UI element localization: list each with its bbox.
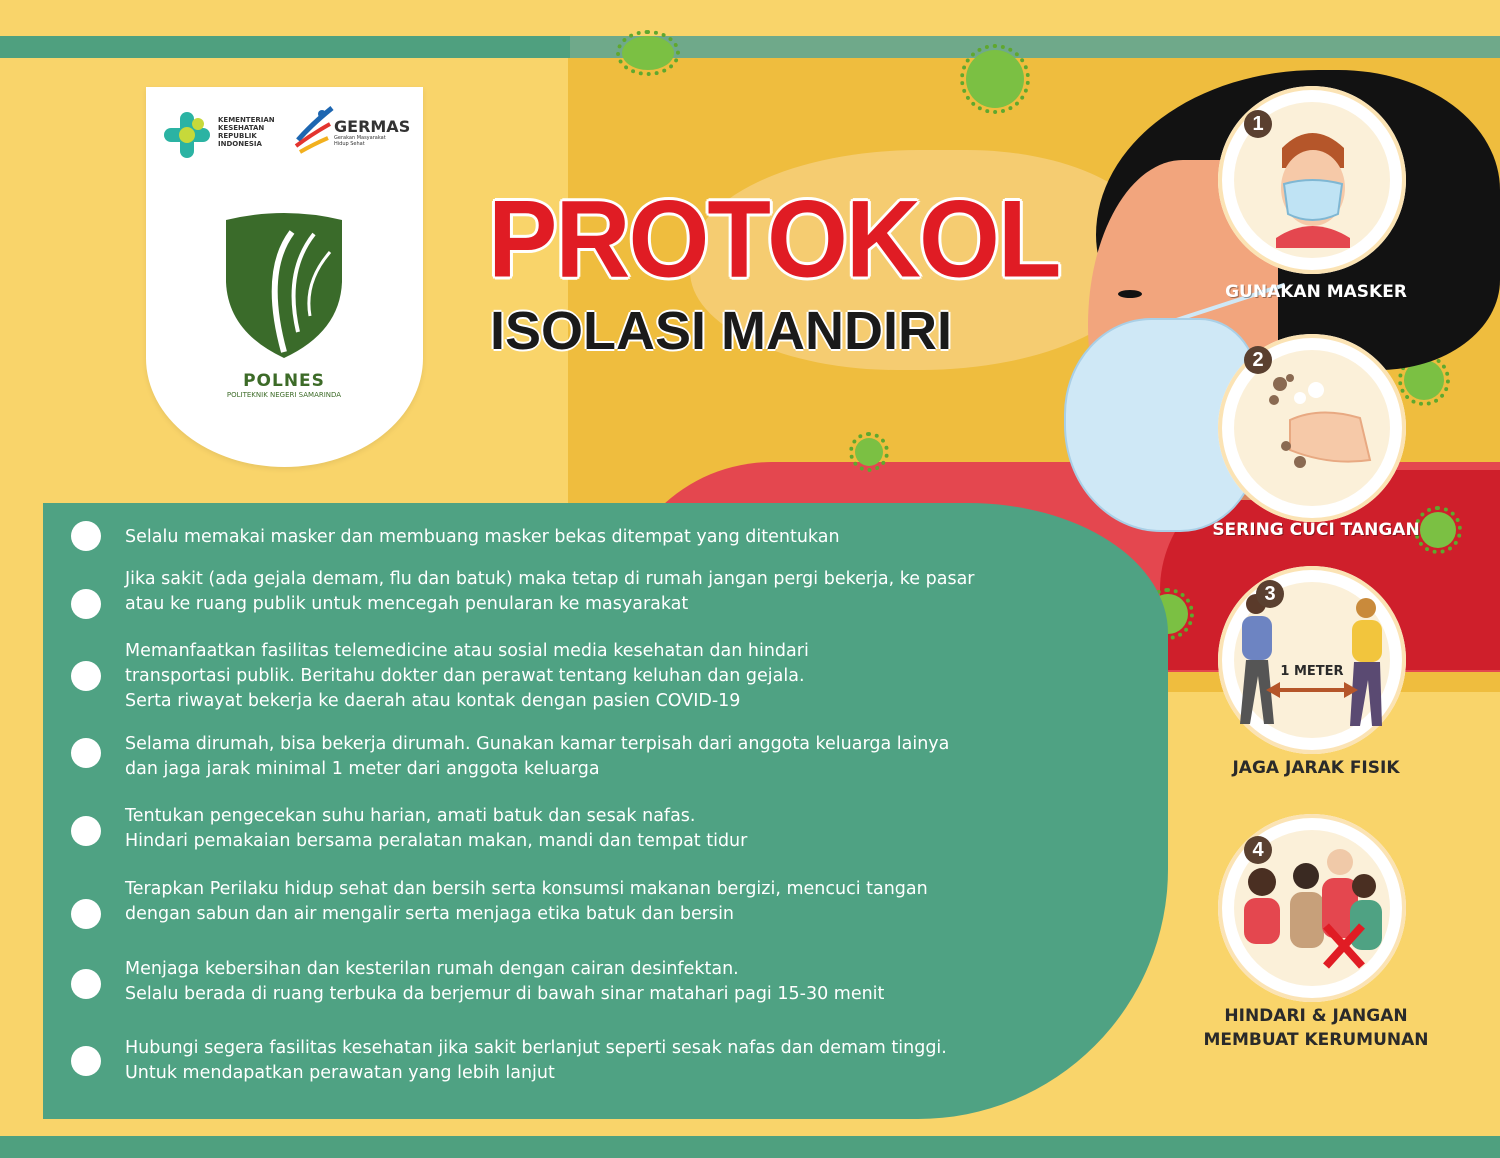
hand-wash-icon [1260, 370, 1380, 480]
protocol-list [43, 503, 1168, 1119]
polnes-logo-subtitle: POLITEKNIK NEGERI SAMARINDA [226, 391, 342, 399]
bullet-icon [71, 816, 101, 846]
crowd-cross-icon [1222, 842, 1408, 982]
virus-icon [966, 50, 1024, 108]
bullet-icon [71, 738, 101, 768]
distance-arrow-icon [1266, 680, 1358, 700]
list-item-text: Jika sakit (ada gejala demam, flu dan batuk) maka tetap di rumah jangan pergi bekerja, ke pasar atau ke ruang publik untuk mencegah penularan ke masyarakat [125, 569, 975, 614]
step-2-caption: SERING CUCI TANGAN [1212, 520, 1420, 540]
step-1-caption: GUNAKAN MASKER [1225, 282, 1407, 302]
page-subtitle: ISOLASI MANDIRI [490, 301, 953, 361]
top-stripe-right [570, 36, 1500, 58]
list-item-text: Terapkan Perilaku hidup sehat dan bersih serta konsumsi makanan bergizi, mencuci tangan dengan sabun dan air mengalir serta menjaga etika batuk dan bersin [125, 879, 928, 924]
face-mask-icon [1252, 118, 1372, 248]
step-4-number: 4 [1244, 836, 1272, 864]
list-item-text: Selama dirumah, bisa bekerja dirumah. Gunakan kamar terpisah dari anggota keluarga lainya dan jaga jarak minimal 1 meter dari anggota keluarga [125, 734, 950, 779]
step-1-number: 1 [1244, 110, 1272, 138]
distance-label: 1 METER [1280, 664, 1344, 679]
bullet-icon [71, 1046, 101, 1076]
polnes-logo-name: POLNES [243, 371, 325, 391]
people-distancing-icon [1220, 586, 1400, 736]
list-item-text: Memanfaatkan fasilitas telemedicine atau sosial media kesehatan dan hindari transportasi publik. Beritahu dokter dan perawat tentang keluhan dan gejala. Serta riwayat bekerja ke daerah atau kontak dengan pasien COVID-19 [125, 641, 809, 711]
bullet-icon [71, 521, 101, 551]
polnes-shield-icon [222, 212, 346, 362]
bullet-icon [71, 589, 101, 619]
bullet-icon [71, 899, 101, 929]
bullet-icon [71, 661, 101, 691]
list-item-text: Menjaga kebersihan dan kesterilan rumah dengan cairan desinfektan. Selalu berada di ruang terbuka da berjemur di bawah sinar matahari pagi 15-30 menit [125, 959, 885, 1004]
list-item-text: Selalu memakai masker dan membuang masker bekas ditempat yang ditentukan [125, 527, 840, 547]
step-4-caption: HINDARI & JANGAN MEMBUAT KERUMUNAN [1203, 1006, 1429, 1050]
kemenkes-logo-icon [162, 110, 212, 160]
page-title: PROTOKOL [488, 178, 1060, 301]
eye-illustration [1118, 290, 1142, 298]
list-item-text: Hubungi segera fasilitas kesehatan jika sakit berlanjut seperti sesak nafas dan demam tinggi. Untuk mendapatkan perawatan yang lebih lanjut [125, 1038, 947, 1083]
step-2-number: 2 [1244, 346, 1272, 374]
kemenkes-logo-text: KEMENTERIAN KESEHATAN REPUBLIK INDONESIA [218, 116, 275, 148]
step-3-caption: JAGA JARAK FISIK [1232, 758, 1400, 778]
step-3-number: 3 [1256, 580, 1284, 608]
list-item-text: Tentukan pengecekan suhu harian, amati batuk dan sesak nafas. Hindari pemakaian bersama peralatan makan, mandi dan tempat tidur [125, 806, 748, 851]
germas-logo-icon [292, 104, 336, 156]
virus-icon [855, 438, 883, 466]
germas-logo-title: GERMAS [334, 117, 411, 136]
bullet-icon [71, 969, 101, 999]
bottom-stripe [0, 1136, 1500, 1158]
virus-icon [622, 36, 674, 70]
germas-logo-subtitle: Gerakan Masyarakat Hidup Sehat [334, 135, 386, 147]
